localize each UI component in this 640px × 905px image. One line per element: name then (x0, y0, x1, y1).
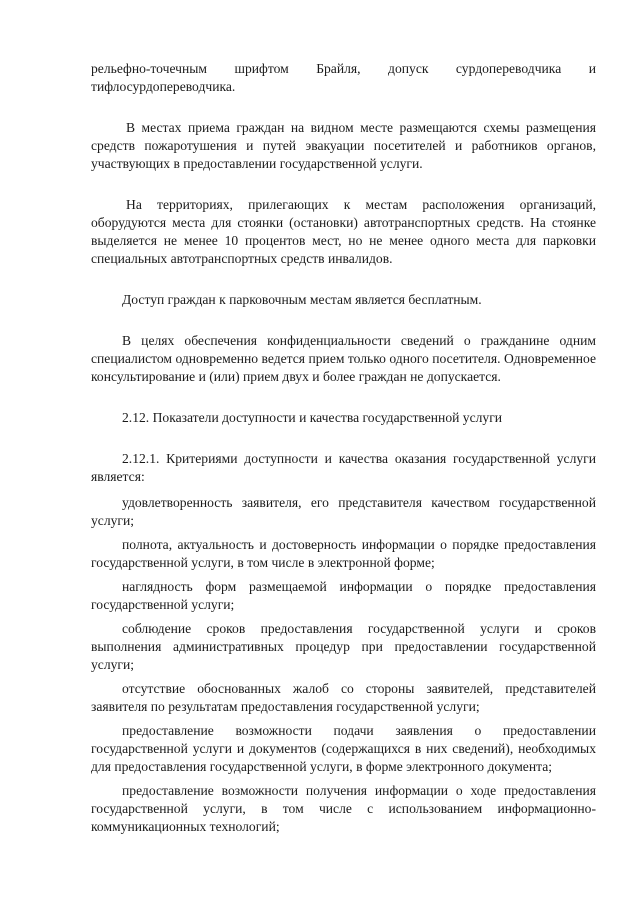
list-item-electronic-application: предоставление возможности подачи заявления о предоставлении государственной услуги и документов (содержащихся в них сведений), необходимых для предоставления государственной услуги, в форме электронного документа; (91, 723, 596, 774)
list-item-deadlines: соблюдение сроков предоставления государственной услуги и сроков выполнения административных процедур при предоставлении государственной услуги; (91, 621, 596, 672)
list-item-visibility: наглядность форм размещаемой информации о порядке предоставления государственной услуги; (91, 579, 596, 612)
list-item-satisfaction: удовлетворенность заявителя, его представителя качеством государственной услуги; (91, 495, 596, 528)
list-item-completeness: полнота, актуальность и достоверность информации о порядке предоставления государственной услуги, в том числе в электронной форме; (91, 537, 596, 570)
paragraph-parking: На территориях, прилегающих к местам расположения организаций, оборудуются места для стоянки (остановки) автотранспортных средств. На стоянке выделяется не менее 10 процентов мест, но не менее одного места для парковки специальных автотранспортных средств инвалидов. (91, 197, 596, 266)
paragraph-braille: рельефно-точечным шрифтом Брайля, допуск сурдопереводчика и тифлосурдопереводчика. (91, 61, 596, 94)
paragraph-confidentiality: В целях обеспечения конфиденциальности сведений о гражданине одним специалистом одновременно ведется прием только одного посетителя. Одновременное консультирование и (или) прием двух и более граждан не допускается. (91, 333, 596, 384)
list-item-complaints: отсутствие обоснованных жалоб со стороны заявителей, представителей заявителя по результатам предоставления государственной услуги; (91, 681, 596, 714)
list-item-progress-info: предоставление возможности получения информации о ходе предоставления государственной услуги, в том числе с использованием информационно-коммуникационных технологий; (91, 783, 596, 834)
paragraph-criteria: 2.12.1. Критериями доступности и качества оказания государственной услуги является: (91, 451, 596, 484)
paragraph-free-parking: Доступ граждан к парковочным местам является бесплатным. (122, 292, 482, 307)
paragraph-evacuation-schemes: В местах приема граждан на видном месте размещаются схемы размещения средств пожаротушения и путей эвакуации посетителей и работников органов, участвующих в предоставлении государственной услуги. (91, 120, 596, 171)
document-page (91, 60, 596, 836)
section-heading: 2.12. Показатели доступности и качества государственной услуги (122, 410, 503, 425)
